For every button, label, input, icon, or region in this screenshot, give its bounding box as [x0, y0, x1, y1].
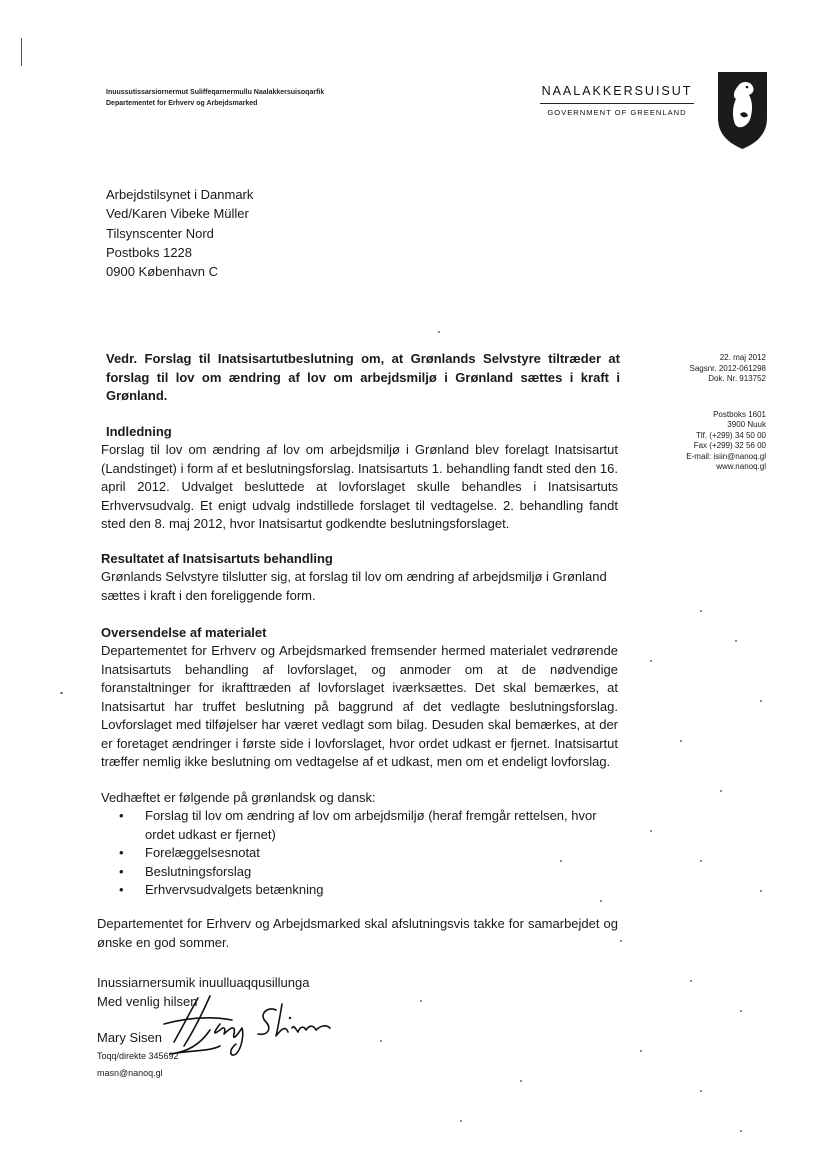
fax: Fax (+299) 32 56 00 [693, 441, 766, 450]
brand-subtitle: GOVERNMENT OF GREENLAND [547, 108, 687, 117]
list-item-text: Beslutningsforslag [145, 863, 252, 879]
brand-name: NAALAKKERSUISUT [541, 84, 693, 98]
bullet-icon: • [119, 863, 124, 879]
greeting-kalaallisut: Inussiarnersumik inuulluaqqusillunga [97, 975, 310, 990]
ministry-name-kl: Inuussutissarsiornermut Suliffeqarnermullu Naalakkersuisoqarfik [106, 89, 325, 96]
attachments-list [117, 807, 618, 900]
list-item-text: Forslag til lov om ændring af lov om arbejdsmiljø (heraf fremgår rettelsen, hvor ordet udkast er fjernet) [145, 808, 597, 842]
list-item-text: Erhvervsudvalgets betænkning [145, 882, 324, 897]
list-item [117, 807, 618, 844]
address-line: Arbejdstilsynet i Danmark [106, 187, 254, 202]
margin-mark [21, 38, 22, 66]
transmit-heading: Oversendelse af materialet [101, 625, 267, 640]
signer-phone: Toqq/direkte 345692 [97, 1051, 179, 1061]
letter-date: 22. maj 2012 [719, 353, 766, 362]
phone: Tlf. (+299) 34 50 00 [695, 430, 766, 440]
intro-heading: Indledning [106, 424, 172, 439]
ministry-name-da: Departementet for Erhverv og Arbejdsmarked [106, 100, 258, 107]
polar-bear-emblem-icon [716, 70, 769, 150]
ministry-header [106, 87, 324, 109]
closing-paragraph: Departementet for Erhverv og Arbejdsmarked skal afslutningsvis takke for samarbejdet og ønske en god sommer. [97, 916, 618, 950]
attachments-intro: Vedhæftet er følgende på grønlandsk og dansk: [101, 790, 376, 805]
address-line: 0900 København C [106, 264, 219, 280]
bullet-icon: • [119, 882, 124, 897]
greeting-danish: Med venlig hilsen [97, 993, 198, 1009]
document-metadata [640, 353, 766, 473]
intro-paragraph: Forslag til lov om ændring af lov om arbejdsmiljø i Grønland blev forelagt Inatsisartut (Landstinget) i form af et beslutningsforslag. Inatsisartuts 1. behandling fandt sted den 16. april 2012. Udvalget besluttede at lovforslaget skulle behandles i Inatsisartuts Erhvervsudvalg. Et enigt udvalg indstillede forslaget til vedtagelse. 2. behandling fandt sted den 8. maj 2012, hvor Inatsisartut godkendte beslutningsforslaget. [101, 442, 618, 531]
website: www.nanoq.gl [716, 462, 766, 471]
brand-rule [540, 103, 694, 104]
list-item [117, 881, 618, 900]
subject-line: Vedr. Forslag til Inatsisartutbeslutning om, at Grønlands Selvstyre tiltræder at forslag til lov om ændring af lov om arbejdsmiljø i Grønland sættes i kraft i Grønland. [106, 351, 620, 403]
address-line: Tilsynscenter Nord [106, 225, 214, 241]
address-line: Postboks 1228 [106, 244, 193, 260]
list-item-text: Forelæggelsesnotat [145, 845, 260, 860]
result-paragraph: Grønlands Selvstyre tilslutter sig, at forslag til lov om ændring af arbejdsmiljø i Grønland sættes i kraft i den foreliggende form. [101, 569, 607, 603]
document-number: Dok. Nr. 913752 [708, 374, 766, 383]
result-heading: Resultatet af Inatsisartuts behandling [101, 551, 333, 566]
email: E-mail: isiin@nanoq.gl [686, 451, 766, 461]
city: 3900 Nuuk [727, 420, 766, 429]
handwritten-signature [150, 990, 360, 1060]
bullet-icon: • [119, 808, 124, 823]
postbox: Postboks 1601 [713, 409, 766, 419]
transmit-paragraph: Departementet for Erhverv og Arbejdsmarked fremsender hermed materialet vedrørende Inatsisartuts behandling af lovforslaget, og anmoder om at de nødvendige foranstaltninger for ikrafttræden af lovforslaget iværksættes. Det skal bemærkes, at Inatsisartut har truffet beslutning på baggrund af det vedlagte beslutningsforslag. Lovforslaget med tilføjelser har været vedlagt som bilag. Desuden skal bemærkes, at der er foretaget ændringer i første side i lovforslaget, hvor ordet udkast er fjernet. Inatsisartut træffer nemlig ikke beslutning om vedtagelse af et udkast, men om et endeligt lovforslag. [101, 643, 618, 769]
recipient-address [106, 185, 253, 281]
list-item [117, 844, 618, 863]
case-number: Sagsnr. 2012-061298 [689, 363, 766, 373]
signer-name: Mary Sisen [97, 1030, 163, 1045]
address-line: Ved/Karen Vibeke Müller [106, 206, 249, 222]
bullet-icon: • [119, 845, 124, 860]
list-item [117, 863, 618, 882]
government-brand [540, 84, 694, 117]
signer-email: masn@nanoq.gl [97, 1068, 163, 1078]
